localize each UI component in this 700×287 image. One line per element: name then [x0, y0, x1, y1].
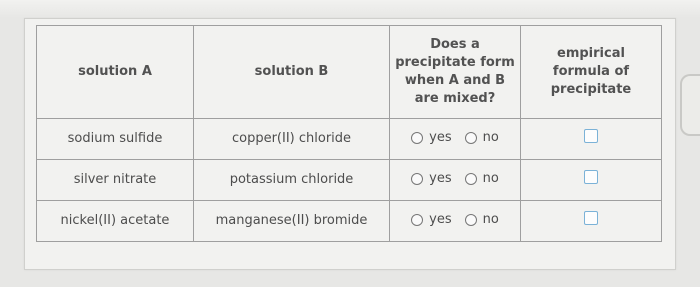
question-line-3: when A and B — [404, 73, 506, 88]
side-panel-tab — [680, 74, 700, 136]
no-label: no — [482, 170, 499, 186]
question-line-1: Does a — [430, 37, 480, 52]
precipitate-choice-cell — [390, 119, 521, 160]
no-label: no — [482, 211, 499, 227]
empirical-line-2: formula of — [552, 64, 630, 79]
table-row — [37, 160, 662, 201]
solution-b-cell: potassium chloride — [194, 160, 390, 201]
yes-option[interactable] — [411, 170, 451, 188]
yes-label: yes — [429, 170, 452, 186]
solution-a-cell: silver nitrate — [37, 160, 194, 201]
empirical-formula-cell — [521, 119, 662, 160]
yes-option[interactable] — [411, 211, 451, 229]
precipitate-question-text — [395, 36, 515, 108]
radio-button-icon[interactable] — [465, 214, 477, 226]
precipitate-choice-cell — [390, 160, 521, 201]
no-option[interactable] — [465, 170, 499, 188]
question-line-2: precipitate form — [395, 55, 515, 70]
yes-option[interactable] — [411, 129, 451, 147]
table-row — [37, 119, 662, 160]
question-line-4: are mixed? — [414, 91, 496, 106]
no-option[interactable] — [465, 129, 499, 147]
precipitate-choice-cell — [390, 201, 521, 242]
no-option[interactable] — [465, 211, 499, 229]
radio-button-icon[interactable] — [411, 132, 423, 144]
header-solution-b: solution B — [194, 26, 390, 119]
solution-a-cell: sodium sulfide — [37, 119, 194, 160]
precipitate-radio-group — [411, 170, 499, 188]
empirical-formula-input[interactable] — [584, 211, 598, 225]
solution-b-cell: copper(II) chloride — [194, 119, 390, 160]
table-row — [37, 201, 662, 242]
solution-a-cell: nickel(II) acetate — [37, 201, 194, 242]
empirical-formula-cell — [521, 160, 662, 201]
empirical-formula-input[interactable] — [584, 129, 598, 143]
radio-button-icon[interactable] — [411, 173, 423, 185]
empirical-formula-header-text — [551, 45, 631, 99]
precipitate-radio-group — [411, 129, 499, 147]
top-strip — [0, 0, 700, 18]
radio-button-icon[interactable] — [465, 132, 477, 144]
header-solution-a: solution A — [37, 26, 194, 119]
solution-b-cell: manganese(II) bromide — [194, 201, 390, 242]
header-empirical-formula — [521, 26, 662, 119]
precipitation-table — [36, 25, 662, 242]
precipitate-radio-group — [411, 211, 499, 229]
empirical-line-3: precipitate — [550, 82, 632, 97]
empirical-formula-cell — [521, 201, 662, 242]
yes-label: yes — [429, 211, 452, 227]
radio-button-icon[interactable] — [465, 173, 477, 185]
table-header-row — [37, 26, 662, 119]
header-precipitate-question — [390, 26, 521, 119]
yes-label: yes — [429, 129, 452, 145]
empirical-formula-input[interactable] — [584, 170, 598, 184]
no-label: no — [482, 129, 499, 145]
empirical-line-1: empirical — [557, 46, 625, 61]
radio-button-icon[interactable] — [411, 214, 423, 226]
